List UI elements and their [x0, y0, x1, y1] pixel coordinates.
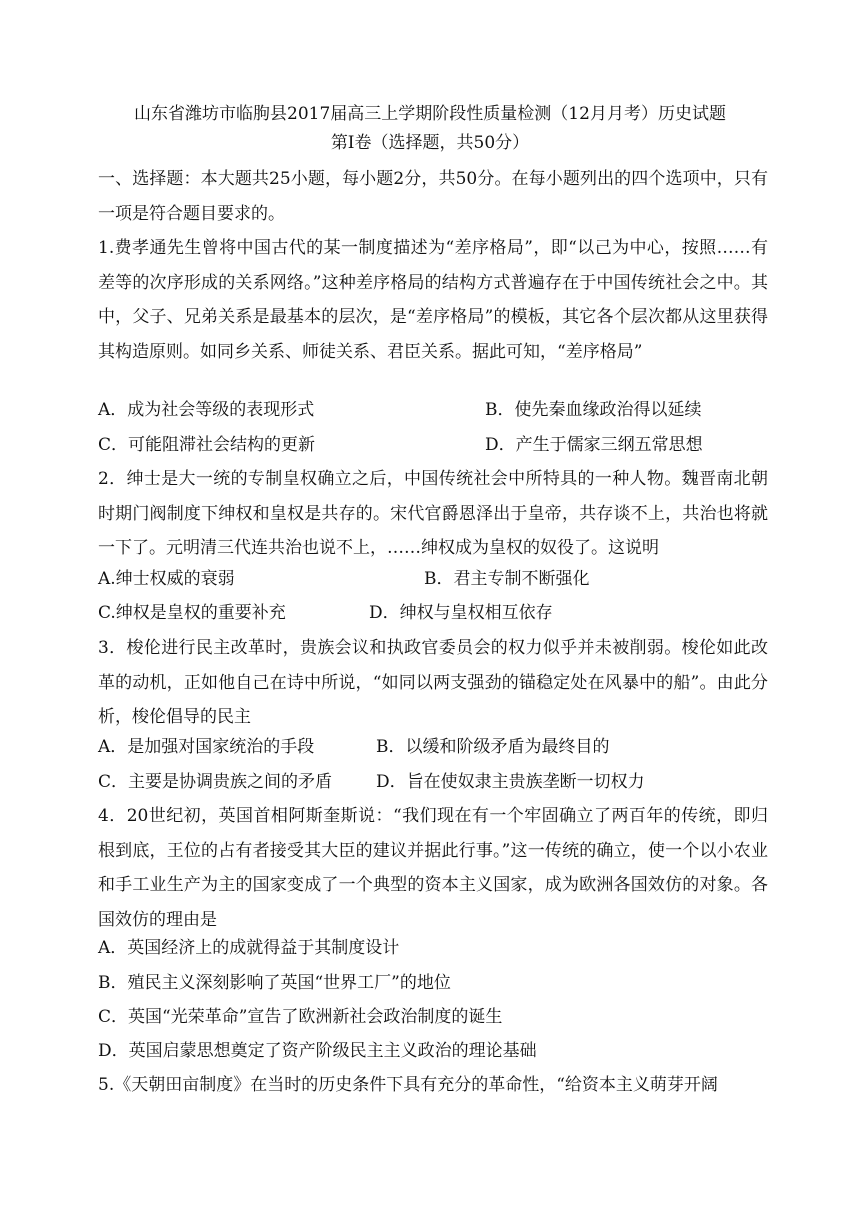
question-4-option-b: B．殖民主义深刻影响了英国“世界工厂”的地位 [98, 973, 451, 993]
question-3-options-row-1 [98, 730, 768, 764]
question-3-option-a: A．是加强对国家统治的手段 [98, 737, 315, 757]
question-2-option-b: B．君主专制不断强化 [424, 569, 590, 589]
question-4-stem: 4．20世纪初，英国首相阿斯奎斯说：“我们现在有一个牢固确立了两百年的传统，即归根到底，王位的占有者接受其大臣的建议并据此行事。”这一传统的确立，使一个以小农业和手工业生产为主的国家变成了一个典型的资本主义国家，成为欧洲各国效仿的对象。各国效仿的理由是 [98, 806, 768, 930]
question-1-stem: 1.费孝通先生曾将中国古代的某一制度描述为“差序格局”，即“以己为中心，按照……有差等的次序形成的关系网络。”这种差序格局的结构方式普遍存在于中国传统社会之中。其中，父子、兄弟关系是最基本的层次，是“差序格局”的模板，其它各个层次都从这里获得其构造原则。如同乡关系、师徒关系、君臣关系。据此可知，“差序格局” [98, 238, 768, 362]
question-1-option-a: A．成为社会等级的表现形式 [98, 400, 315, 420]
question-3-stem: 3．梭伦进行民主改革时，贵族会议和执政官委员会的权力似乎并未被削弱。梭伦如此改革的动机，正如他自己在诗中所说，“如同以两支强劲的锚稳定处在风暴中的船”。由此分析，梭伦倡导的民主 [98, 638, 768, 727]
exam-title: 山东省潍坊市临朐县2017届高三上学期阶段性质量检测（12月月考）历史试题 [134, 104, 726, 124]
section-instructions: 一、选择题：本大题共25小题，每小题2分，共50分。在每小题列出的四个选项中，只有一项是符合题目要求的。 [98, 169, 768, 224]
question-1-options-row-2 [98, 428, 768, 462]
question-1-option-b: B．使先秦血缘政治得以延续 [485, 400, 702, 420]
question-2-option-d: D．绅权与皇权相互依存 [369, 603, 553, 623]
section-subtitle: 第Ⅰ卷（选择题，共50分） [330, 133, 530, 153]
question-2-stem: 2．绅士是大一统的专制皇权确立之后，中国传统社会中所特具的一种人物。魏晋南北朝时期门阀制度下绅权和皇权是共存的。宋代官爵恩泽出于皇帝，共存谈不上，共治也将就一下了。元明清三代连共治也说不上，……绅权成为皇权的奴役了。这说明 [98, 469, 768, 558]
question-3-option-c: C．主要是协调贵族之间的矛盾 [98, 772, 333, 792]
question-3-option-b: B．以缓和阶级矛盾为最终目的 [376, 737, 610, 757]
question-2-options-row-2 [98, 596, 768, 630]
question-4-option-a: A．英国经济上的成就得益于其制度设计 [98, 938, 400, 958]
question-1-options-row-1 [98, 393, 768, 427]
question-3-options-row-2 [98, 765, 768, 799]
question-2-options-row-1 [98, 562, 768, 596]
question-4-option-d: D．英国启蒙思想奠定了资产阶级民主主义政治的理论基础 [98, 1041, 537, 1061]
question-2-option-c: C.绅权是皇权的重要补充 [98, 603, 286, 623]
question-1-option-c: C．可能阻滞社会结构的更新 [98, 435, 316, 455]
question-1-option-d: D．产生于儒家三纲五常思想 [485, 435, 703, 455]
question-3-option-d: D．旨在使奴隶主贵族垄断一切权力 [376, 772, 645, 792]
question-5-stem: 5.《天朝田亩制度》在当时的历史条件下具有充分的革命性，“给资本主义萌芽开阔 [98, 1075, 718, 1095]
question-4-option-c: C．英国“光荣革命”宣告了欧洲新社会政治制度的诞生 [98, 1007, 503, 1027]
question-2-option-a: A.绅士权威的衰弱 [98, 569, 235, 589]
